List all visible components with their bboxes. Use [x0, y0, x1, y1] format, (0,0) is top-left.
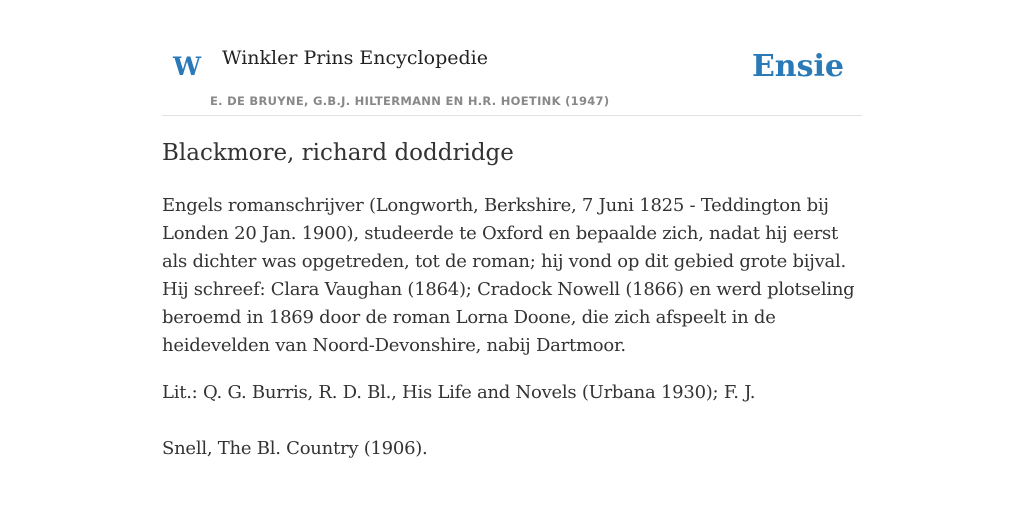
entry-paragraph: Engels romanschrijver (Longworth, Berkshire, 7 Juni 1825 - Teddington bij Londen 20 Jan. 1900), studeerde te Oxford en bepaalde zich, nadat hij eerst als dichter was opgetreden, tot de roman; hij vond op dit gebied grote bijval. Hij schreef: Clara Vaughan (1864); Cradock Nowell (1866) en werd plotseling beroemd in 1869 door de roman Lorna Doone, die zich afspeelt in de heidevelden van Noord-Devonshire, nabij Dartmoor. [162, 195, 855, 356]
winkler-prins-logo[interactable]: W [173, 52, 202, 81]
literature-reference-continued: Snell, The Bl. Country (1906). [162, 438, 428, 459]
entry-title: Blackmore, richard doddridge [162, 140, 514, 166]
publication-authors: E. DE BRUYNE, G.B.J. HILTERMANN EN H.R. HOETINK (1947) [210, 94, 610, 108]
publication-title[interactable]: Winkler Prins Encyclopedie [222, 47, 488, 69]
ensie-logo[interactable]: Ensie [751, 49, 844, 84]
literature-reference: Lit.: Q. G. Burris, R. D. Bl., His Life and Novels (Urbana 1930); F. J. [162, 382, 756, 403]
publication-header [162, 30, 862, 116]
